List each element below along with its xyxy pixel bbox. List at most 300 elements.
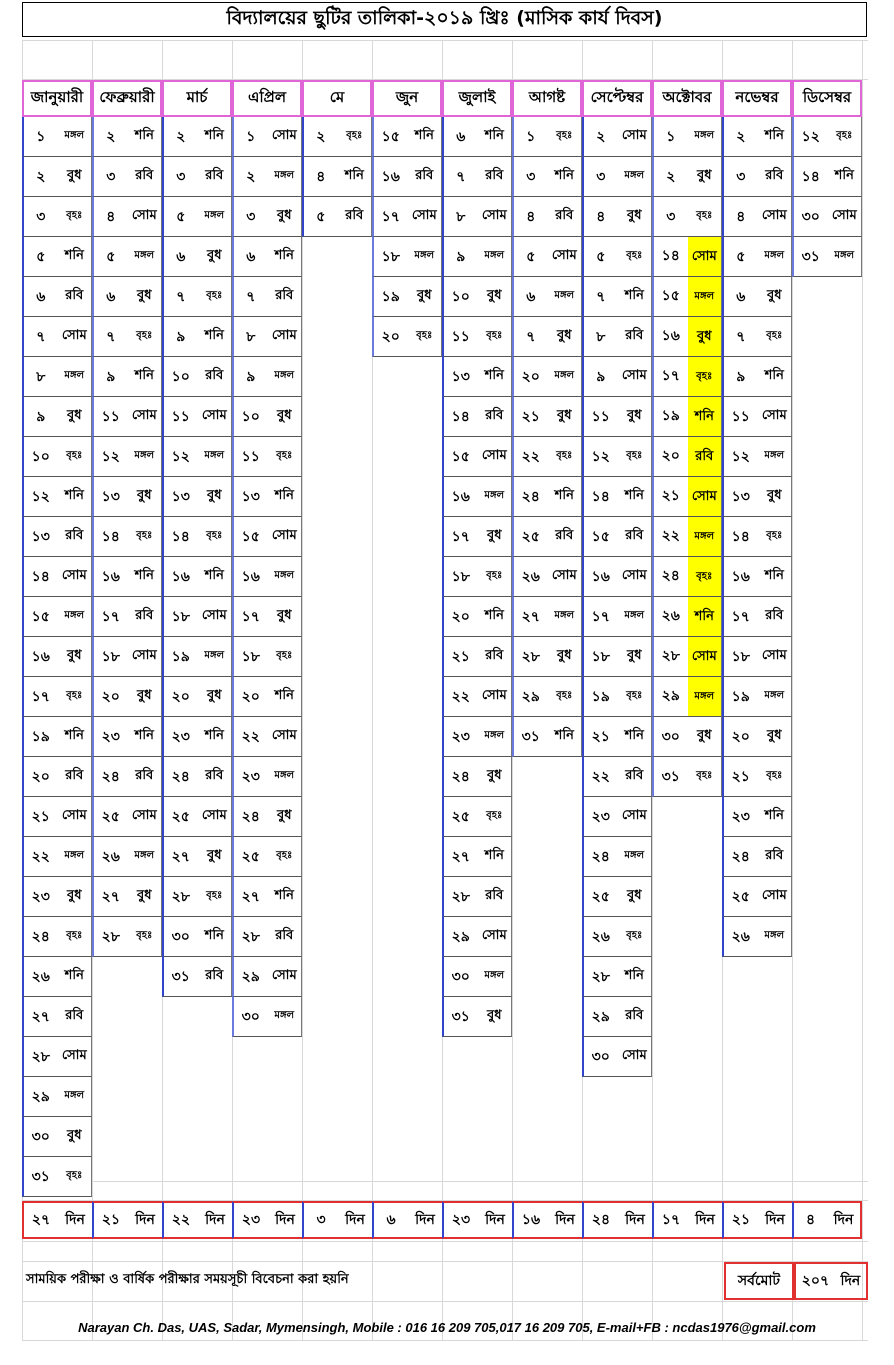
- day-number: ১৮: [451, 568, 470, 585]
- day-row: [162, 117, 232, 157]
- day-row: [652, 517, 722, 557]
- weekday: বৃহঃ: [136, 530, 153, 541]
- day-number: ২৯: [521, 688, 540, 705]
- day-number: ১৬: [381, 168, 400, 185]
- day-number: ২৪: [451, 768, 470, 785]
- day-row: [162, 957, 232, 997]
- weekday: মঙ্গল: [134, 850, 155, 861]
- weekday: রবি: [345, 208, 364, 223]
- month-header: অক্টোবর: [652, 80, 722, 117]
- day-row: [22, 757, 92, 797]
- weekday: সোম: [621, 1048, 647, 1063]
- day-number: ১৪: [451, 408, 470, 425]
- total-days-number: ২২: [171, 1212, 191, 1228]
- day-number: ২০: [451, 608, 470, 625]
- day-row: [652, 277, 722, 317]
- weekday: মঙ্গল: [274, 170, 295, 181]
- day-row: [162, 477, 232, 517]
- day-row: [372, 157, 442, 197]
- day-number: ১১: [731, 408, 750, 425]
- day-number: ২৫: [101, 808, 120, 825]
- month-total: [92, 1201, 162, 1239]
- grid-hline: [22, 1301, 868, 1302]
- day-number: ১২: [591, 448, 610, 465]
- day-number: ৭: [596, 288, 606, 305]
- day-row: [512, 517, 582, 557]
- weekday: রবি: [205, 168, 224, 183]
- weekday: বৃহঃ: [486, 330, 503, 341]
- day-number: ২৪: [731, 848, 750, 865]
- weekday: রবি: [65, 768, 84, 783]
- day-row: [442, 237, 512, 277]
- day-number: ৪: [526, 208, 536, 225]
- day-row: [22, 117, 92, 157]
- weekday: সোম: [271, 968, 297, 983]
- day-row: [442, 477, 512, 517]
- day-row: [652, 597, 722, 637]
- day-number: ৫: [106, 248, 116, 265]
- weekday: রবি: [485, 408, 504, 423]
- weekday: শনি: [64, 248, 84, 263]
- day-number: ৭: [36, 328, 46, 345]
- day-number: ১: [526, 128, 536, 145]
- grand-total-value: [794, 1262, 868, 1300]
- day-number: ২৬: [591, 928, 610, 945]
- day-row: [232, 637, 302, 677]
- day-number: ৬: [36, 288, 46, 305]
- day-row: [582, 997, 652, 1037]
- weekday: সোম: [481, 688, 507, 703]
- day-row: [582, 197, 652, 237]
- day-row: [722, 717, 792, 757]
- day-row: [722, 637, 792, 677]
- weekday: বুধ: [136, 888, 152, 903]
- weekday: মঙ্গল: [484, 490, 505, 501]
- total-days-unit: দিন: [765, 1212, 785, 1228]
- weekday: বুধ: [486, 1008, 502, 1023]
- day-number: ৩: [526, 168, 536, 185]
- weekday: রবি: [205, 768, 224, 783]
- weekday: বৃহঃ: [626, 250, 643, 261]
- day-number: ৭: [736, 328, 746, 345]
- day-number: ২৩: [731, 808, 750, 825]
- day-row: [162, 277, 232, 317]
- day-row: [442, 957, 512, 997]
- day-number: ৬: [176, 248, 186, 265]
- weekday: মঙ্গল: [134, 450, 155, 461]
- day-number: ১৪: [661, 248, 680, 264]
- weekday: রবি: [275, 288, 294, 303]
- day-number: ২৯: [451, 928, 470, 945]
- day-row: [22, 317, 92, 357]
- day-row: [722, 597, 792, 637]
- total-days-unit: দিন: [135, 1212, 155, 1228]
- weekday: বুধ: [766, 288, 782, 303]
- day-row: [442, 837, 512, 877]
- day-number: ৫: [596, 248, 606, 265]
- total-days-number: ২৭: [31, 1212, 51, 1228]
- day-row: [162, 157, 232, 197]
- day-number: ১১: [171, 408, 190, 425]
- weekday: বৃহঃ: [136, 330, 153, 341]
- day-number: ৪: [316, 168, 326, 185]
- day-row: [442, 157, 512, 197]
- weekday: রবি: [65, 528, 84, 543]
- day-number: ১২: [31, 488, 50, 505]
- weekday: মঙ্গল: [274, 370, 295, 381]
- day-number: ২৮: [31, 1048, 50, 1065]
- day-row: [92, 237, 162, 277]
- weekday: সোম: [761, 208, 787, 223]
- day-number: ৪: [736, 208, 746, 225]
- day-row: [162, 317, 232, 357]
- weekday: বুধ: [206, 488, 222, 503]
- day-row: [22, 1117, 92, 1157]
- day-number: ২৮: [241, 928, 260, 945]
- day-number: ২০: [101, 688, 120, 705]
- day-number: ৩০: [241, 1008, 260, 1025]
- day-number: ৩০: [591, 1048, 610, 1065]
- total-days-unit: দিন: [555, 1212, 575, 1228]
- day-number: ২৩: [171, 728, 190, 745]
- day-row: [92, 837, 162, 877]
- weekday: শনি: [764, 568, 784, 583]
- day-number: ৩: [666, 208, 676, 225]
- day-number: ৯: [246, 368, 256, 385]
- weekday: বৃহঃ: [688, 357, 722, 396]
- day-number: ২৫: [241, 848, 260, 865]
- month-header: ডিসেম্বর: [792, 80, 862, 117]
- day-row: [442, 757, 512, 797]
- total-days-number: ২১: [731, 1212, 751, 1228]
- weekday: মঙ্গল: [484, 730, 505, 741]
- weekday: রবি: [135, 168, 154, 183]
- day-row: [582, 877, 652, 917]
- day-row: [22, 437, 92, 477]
- day-number: ৪: [596, 208, 606, 225]
- day-row: [22, 157, 92, 197]
- day-number: ১৭: [241, 608, 260, 625]
- day-row: [582, 557, 652, 597]
- day-row: [232, 277, 302, 317]
- day-number: ১২: [801, 128, 820, 145]
- day-row: [652, 237, 722, 277]
- weekday: বৃহঃ: [276, 450, 293, 461]
- weekday: মঙ্গল: [204, 210, 225, 221]
- weekday: বুধ: [486, 288, 502, 303]
- day-number: ৩: [736, 168, 746, 185]
- day-number: ২৬: [31, 968, 50, 985]
- day-row: [442, 117, 512, 157]
- day-number: ২৮: [171, 888, 190, 905]
- weekday: মঙ্গল: [484, 970, 505, 981]
- weekday: রবি: [415, 168, 434, 183]
- day-row: [162, 797, 232, 837]
- weekday: শনি: [204, 568, 224, 583]
- weekday: শনি: [834, 168, 854, 183]
- grid-vline: [862, 40, 863, 1340]
- weekday: শনি: [134, 128, 154, 143]
- day-row: [582, 677, 652, 717]
- day-row: [372, 197, 442, 237]
- day-row: [582, 317, 652, 357]
- day-row: [232, 157, 302, 197]
- day-row: [442, 597, 512, 637]
- day-number: ২৫: [731, 888, 750, 905]
- day-number: ১৬: [661, 328, 680, 344]
- day-number: ২৭: [241, 888, 260, 905]
- day-number: ২৭: [451, 848, 470, 865]
- weekday: শনি: [414, 128, 434, 143]
- day-number: ১৪: [801, 168, 820, 185]
- weekday: বুধ: [766, 488, 782, 503]
- day-row: [512, 157, 582, 197]
- day-number: ২২: [591, 768, 610, 785]
- day-row: [582, 597, 652, 637]
- weekday: বৃহঃ: [626, 930, 643, 941]
- day-number: ১৬: [591, 568, 610, 585]
- weekday: মঙ্গল: [624, 850, 645, 861]
- day-number: ১০: [31, 448, 50, 465]
- day-row: [722, 477, 792, 517]
- day-row: [582, 157, 652, 197]
- weekday: বৃহঃ: [486, 570, 503, 581]
- day-row: [92, 357, 162, 397]
- day-row: [232, 437, 302, 477]
- day-number: ১১: [591, 408, 610, 425]
- weekday: বুধ: [626, 408, 642, 423]
- day-row: [92, 197, 162, 237]
- day-number: ২২: [241, 728, 260, 745]
- day-row: [512, 677, 582, 717]
- weekday: শনি: [484, 608, 504, 623]
- day-row: [372, 277, 442, 317]
- day-number: ১৫: [31, 608, 50, 625]
- weekday: সোম: [131, 808, 157, 823]
- day-number: ১৯: [731, 688, 750, 705]
- weekday: বুধ: [206, 688, 222, 703]
- month-header: সেপ্টেম্বর: [582, 80, 652, 117]
- day-row: [22, 517, 92, 557]
- weekday: সোম: [131, 408, 157, 423]
- weekday: রবি: [65, 288, 84, 303]
- day-number: ৩০: [661, 728, 680, 745]
- day-number: ২২: [451, 688, 470, 705]
- day-number: ২৪: [661, 568, 680, 584]
- day-number: ১০: [171, 368, 190, 385]
- day-row: [442, 357, 512, 397]
- weekday: বুধ: [276, 808, 292, 823]
- day-number: ২২: [521, 448, 540, 465]
- day-row: [442, 637, 512, 677]
- grid-hline: [22, 40, 868, 41]
- day-row: [22, 397, 92, 437]
- day-number: ১৫: [381, 128, 400, 145]
- weekday: মঙ্গল: [694, 130, 715, 141]
- month-total: [442, 1201, 512, 1239]
- day-row: [652, 757, 722, 797]
- day-number: ২: [36, 168, 46, 185]
- total-days-number: ২৪: [591, 1212, 611, 1228]
- day-number: ২: [596, 128, 606, 145]
- day-row: [442, 557, 512, 597]
- day-number: ১৫: [591, 528, 610, 545]
- month-header: জুন: [372, 80, 442, 117]
- weekday: বৃহঃ: [206, 290, 223, 301]
- day-row: [512, 477, 582, 517]
- day-number: ১৬: [731, 568, 750, 585]
- day-number: ১৩: [241, 488, 260, 505]
- day-row: [162, 437, 232, 477]
- day-row: [232, 317, 302, 357]
- weekday: শনি: [484, 848, 504, 863]
- weekday: শনি: [554, 168, 574, 183]
- day-row: [162, 197, 232, 237]
- weekday: সোম: [61, 1048, 87, 1063]
- weekday: শনি: [274, 488, 294, 503]
- weekday: মঙ্গল: [624, 610, 645, 621]
- weekday: সোম: [481, 448, 507, 463]
- weekday: বৃহঃ: [276, 650, 293, 661]
- day-row: [92, 397, 162, 437]
- day-row: [512, 397, 582, 437]
- day-number: ২১: [591, 728, 610, 745]
- total-days-unit: দিন: [205, 1212, 225, 1228]
- day-row: [92, 797, 162, 837]
- day-number: ২৫: [591, 888, 610, 905]
- weekday: শনি: [64, 728, 84, 743]
- day-row: [582, 757, 652, 797]
- day-number: ২০: [31, 768, 50, 785]
- weekday: বুধ: [688, 317, 722, 356]
- weekday: সোম: [688, 477, 722, 516]
- weekday: শনি: [624, 728, 644, 743]
- weekday: বুধ: [486, 528, 502, 543]
- day-row: [22, 237, 92, 277]
- day-number: ১৫: [451, 448, 470, 465]
- day-row: [582, 397, 652, 437]
- day-number: ২৭: [521, 608, 540, 625]
- weekday: রবি: [688, 437, 722, 476]
- day-number: ১৩: [731, 488, 750, 505]
- day-row: [722, 357, 792, 397]
- day-number: ৩০: [801, 208, 820, 225]
- day-number: ২৩: [241, 768, 260, 785]
- month-total: [512, 1201, 582, 1239]
- day-number: ২৩: [31, 888, 50, 905]
- weekday: রবি: [765, 848, 784, 863]
- weekday: শনি: [764, 808, 784, 823]
- month-header: মার্চ: [162, 80, 232, 117]
- day-number: ১৬: [451, 488, 470, 505]
- day-number: ৩০: [171, 928, 190, 945]
- weekday: সোম: [61, 328, 87, 343]
- day-number: ২১: [661, 488, 680, 504]
- weekday: মঙ্গল: [204, 450, 225, 461]
- weekday: সোম: [131, 648, 157, 663]
- weekday: বুধ: [206, 848, 222, 863]
- day-number: ২০: [381, 328, 400, 345]
- weekday: রবি: [625, 768, 644, 783]
- month-total: [652, 1201, 722, 1239]
- day-row: [722, 517, 792, 557]
- day-row: [652, 157, 722, 197]
- day-number: ২৩: [101, 728, 120, 745]
- day-row: [582, 837, 652, 877]
- day-row: [92, 717, 162, 757]
- day-row: [92, 157, 162, 197]
- weekday: মঙ্গল: [688, 517, 722, 556]
- weekday: বৃহঃ: [66, 450, 83, 461]
- day-row: [652, 117, 722, 157]
- day-row: [232, 517, 302, 557]
- month-header: আগষ্ট: [512, 80, 582, 117]
- weekday: বৃহঃ: [66, 1170, 83, 1181]
- day-row: [22, 917, 92, 957]
- weekday: সোম: [201, 808, 227, 823]
- day-number: ১: [246, 128, 256, 145]
- day-number: ২৫: [451, 808, 470, 825]
- day-number: ৬: [736, 288, 746, 305]
- weekday: বৃহঃ: [416, 330, 433, 341]
- day-row: [372, 237, 442, 277]
- weekday: বৃহঃ: [276, 850, 293, 861]
- day-number: ৩১: [171, 968, 190, 985]
- day-number: ৯: [456, 248, 466, 265]
- day-row: [162, 917, 232, 957]
- day-row: [232, 717, 302, 757]
- weekday: বৃহঃ: [688, 557, 722, 596]
- weekday: মঙ্গল: [274, 570, 295, 581]
- weekday: রবি: [275, 928, 294, 943]
- day-row: [722, 797, 792, 837]
- total-days-unit: দিন: [625, 1212, 645, 1228]
- weekday: শনি: [204, 728, 224, 743]
- day-number: ১৪: [171, 528, 190, 545]
- month-header: জানুয়ারী: [22, 80, 92, 117]
- day-number: ২৯: [241, 968, 260, 985]
- weekday: বৃহঃ: [766, 530, 783, 541]
- weekday: বৃহঃ: [66, 930, 83, 941]
- day-row: [512, 637, 582, 677]
- day-row: [22, 597, 92, 637]
- day-number: ১: [666, 128, 676, 145]
- day-number: ৫: [316, 208, 326, 225]
- day-row: [512, 117, 582, 157]
- weekday: সোম: [411, 208, 437, 223]
- day-row: [22, 957, 92, 997]
- weekday: শনি: [484, 128, 504, 143]
- weekday: রবি: [205, 368, 224, 383]
- day-row: [162, 557, 232, 597]
- day-row: [22, 1077, 92, 1117]
- day-row: [22, 197, 92, 237]
- day-row: [722, 277, 792, 317]
- weekday: শনি: [484, 368, 504, 383]
- grid-hline: [22, 1241, 868, 1242]
- weekday: বুধ: [66, 888, 82, 903]
- day-number: ৮: [596, 328, 606, 345]
- day-number: ২৪: [521, 488, 540, 505]
- day-number: ২৩: [591, 808, 610, 825]
- day-row: [162, 517, 232, 557]
- day-number: ১৮: [101, 648, 120, 665]
- weekday: সোম: [761, 648, 787, 663]
- month-total: [162, 1201, 232, 1239]
- day-row: [792, 117, 862, 157]
- day-row: [22, 797, 92, 837]
- weekday: শনি: [688, 597, 722, 636]
